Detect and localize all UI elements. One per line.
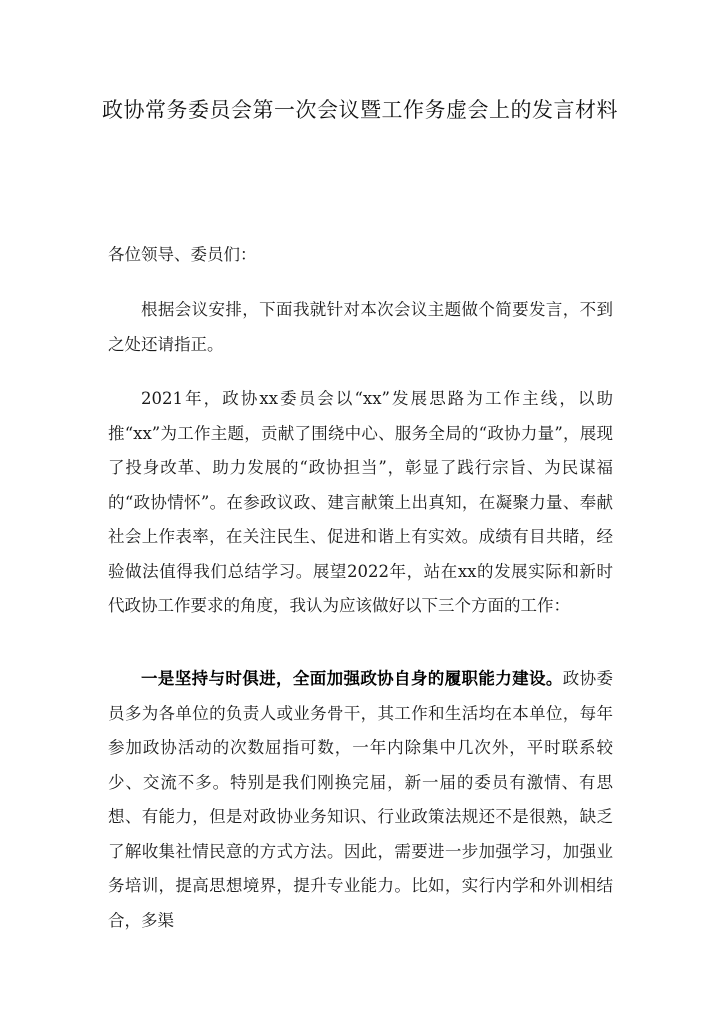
paragraph-text: 根据会议安排，下面我就针对本次会议主题做个简要发言，不到之处还请指正。 xyxy=(108,300,613,354)
paragraph-lead: 一是坚持与时俱进，全面加强政协自身的履职能力建设。 xyxy=(141,669,563,688)
paragraph-point-one xyxy=(108,662,613,938)
document-title: 政协常务委员会第一次会议暨工作务虚会上的发言材料 xyxy=(102,98,618,122)
paragraph-review xyxy=(108,382,613,624)
paragraph-text: 政协委员多为各单位的负责人或业务骨干，其工作和生活均在本单位，每年参加政协活动的次数屈指可数，一年内除集中几次外，平时联系较少、交流不多。特别是我们刚换完届，新一届的委员有激情、有思想、有能力，但是对政协业务知识、行业政策法规还不是很熟，缺乏了解收集社情民意的方式方法。因此，需要进一步加强学习，加强业务培训，提高思想境界，提升专业能力。比如，实行内学和外训相结合，多渠 xyxy=(108,669,614,930)
paragraph-text: 2021年，政协xx委员会以“xx”发展思路为工作主线，以助推“xx”为工作主题，贡献了围绕中心、服务全局的“政协力量”，展现了投身改革、助力发展的“政协担当”，彰显了践行宗旨、为民谋福的“政协情怀”。在参政议政、建言献策上出真知，在凝聚力量、奉献社会上作表率，在关注民生、促进和谐上有实效。成绩有目共睹，经验做法值得我们总结学习。展望2022年，站在xx的发展实际和新时代政协工作要求的角度，我认为应该做好以下三个方面的工作： xyxy=(108,389,613,615)
salutation: 各位领导、委员们： xyxy=(108,245,257,264)
paragraph-intro xyxy=(108,293,613,362)
